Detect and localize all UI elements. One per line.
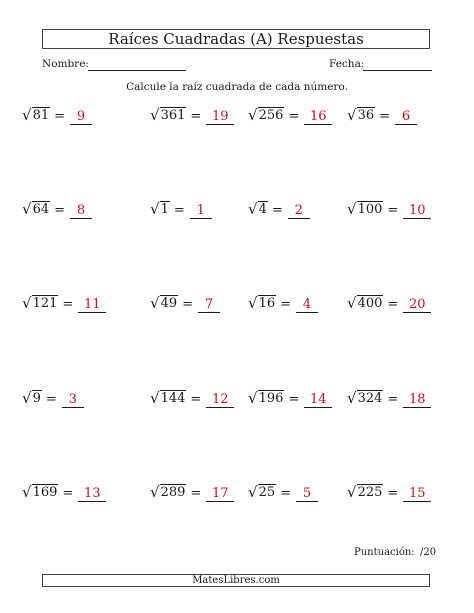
- radical-sign: √: [347, 106, 357, 124]
- equals-sign: =: [280, 297, 292, 312]
- radicand: 4: [258, 202, 267, 217]
- radicand: 225: [357, 485, 383, 500]
- equals-sign: =: [190, 109, 202, 124]
- radical-sign: √: [347, 294, 357, 312]
- answer: 20: [403, 297, 431, 313]
- instructions: Calcule la raíz cuadrada de cada número.: [126, 81, 348, 93]
- answer: 4: [296, 297, 318, 313]
- square-root-expression: [347, 389, 383, 406]
- problem: [150, 106, 234, 125]
- square-root-expression: [150, 389, 186, 406]
- radical-sign: √: [347, 483, 357, 501]
- equals-sign: =: [173, 203, 185, 218]
- answer: 10: [403, 203, 431, 219]
- worksheet-title: Raíces Cuadradas (A) Respuestas: [42, 29, 430, 49]
- radicand: 64: [32, 202, 50, 217]
- equals-sign: =: [387, 486, 399, 501]
- answer: 6: [395, 109, 417, 125]
- radical-sign: √: [248, 294, 258, 312]
- answer: 16: [304, 109, 332, 125]
- equals-sign: =: [45, 392, 57, 407]
- radicand: 100: [357, 202, 383, 217]
- radical-sign: √: [22, 389, 32, 407]
- square-root-expression: [347, 106, 375, 123]
- problem: [248, 483, 318, 502]
- equals-sign: =: [379, 109, 391, 124]
- problem: [248, 106, 332, 125]
- square-root-expression: [150, 106, 186, 123]
- problem: [150, 389, 234, 408]
- score-label: Puntuación:: [354, 547, 415, 558]
- equals-sign: =: [387, 203, 399, 218]
- equals-sign: =: [387, 297, 399, 312]
- date-label: Fecha:: [329, 58, 365, 70]
- answer: 17: [206, 486, 234, 502]
- radical-sign: √: [347, 389, 357, 407]
- problem: [22, 106, 92, 125]
- radical-sign: √: [248, 106, 258, 124]
- answer: 5: [296, 486, 318, 502]
- answer: 7: [198, 297, 220, 313]
- equals-sign: =: [182, 297, 194, 312]
- equals-sign: =: [62, 297, 74, 312]
- radicand: 9: [32, 391, 41, 406]
- radicand: 196: [258, 391, 284, 406]
- radicand: 121: [32, 296, 58, 311]
- radicand: 16: [258, 296, 276, 311]
- square-root-expression: [22, 294, 58, 311]
- radical-sign: √: [150, 294, 160, 312]
- radical-sign: √: [22, 294, 32, 312]
- radical-sign: √: [347, 200, 357, 218]
- radicand: 1: [160, 202, 169, 217]
- problem: [150, 483, 234, 502]
- equals-sign: =: [190, 392, 202, 407]
- problem: [22, 483, 106, 502]
- equals-sign: =: [387, 392, 399, 407]
- equals-sign: =: [54, 203, 66, 218]
- radical-sign: √: [22, 200, 32, 218]
- square-root-expression: [22, 106, 50, 123]
- answer: 1: [190, 203, 212, 219]
- problem: [22, 389, 84, 408]
- answer: 13: [78, 486, 106, 502]
- name-line: [88, 70, 186, 71]
- radical-sign: √: [22, 106, 32, 124]
- problem: [347, 200, 431, 219]
- square-root-expression: [347, 200, 383, 217]
- radicand: 289: [160, 485, 186, 500]
- radicand: 25: [258, 485, 276, 500]
- answer: 15: [403, 486, 431, 502]
- answer: 3: [62, 392, 84, 408]
- square-root-expression: [248, 294, 276, 311]
- radicand: 256: [258, 108, 284, 123]
- square-root-expression: [248, 200, 268, 217]
- square-root-expression: [248, 483, 276, 500]
- square-root-expression: [347, 294, 383, 311]
- date-line: [363, 70, 432, 71]
- problem: [248, 200, 310, 219]
- radical-sign: √: [150, 389, 160, 407]
- score-total: /20: [420, 547, 437, 558]
- radicand: 49: [160, 296, 178, 311]
- square-root-expression: [150, 483, 186, 500]
- radical-sign: √: [248, 483, 258, 501]
- equals-sign: =: [288, 109, 300, 124]
- radicand: 144: [160, 391, 186, 406]
- name-label: Nombre:: [42, 58, 89, 70]
- answer: 14: [304, 392, 332, 408]
- radicand: 36: [357, 108, 375, 123]
- problem: [347, 106, 417, 125]
- square-root-expression: [347, 483, 383, 500]
- radicand: 361: [160, 108, 186, 123]
- footer: MatesLibres.com: [42, 574, 430, 587]
- square-root-expression: [150, 200, 170, 217]
- radicand: 400: [357, 296, 383, 311]
- equals-sign: =: [190, 486, 202, 501]
- radical-sign: √: [248, 200, 258, 218]
- problem: [22, 294, 106, 313]
- square-root-expression: [22, 483, 58, 500]
- square-root-expression: [150, 294, 178, 311]
- radicand: 169: [32, 485, 58, 500]
- answer: 18: [403, 392, 431, 408]
- problem: [248, 389, 332, 408]
- radicand: 324: [357, 391, 383, 406]
- radicand: 81: [32, 108, 50, 123]
- problem: [150, 200, 212, 219]
- problem: [150, 294, 220, 313]
- radical-sign: √: [248, 389, 258, 407]
- problem: [347, 389, 431, 408]
- problem: [347, 483, 431, 502]
- radical-sign: √: [150, 200, 160, 218]
- equals-sign: =: [62, 486, 74, 501]
- answer: 2: [288, 203, 310, 219]
- problem: [248, 294, 318, 313]
- problem: [22, 200, 92, 219]
- answer: 19: [206, 109, 234, 125]
- radical-sign: √: [22, 483, 32, 501]
- radical-sign: √: [150, 106, 160, 124]
- problem: [347, 294, 431, 313]
- answer: 12: [206, 392, 234, 408]
- equals-sign: =: [271, 203, 283, 218]
- square-root-expression: [22, 389, 42, 406]
- radical-sign: √: [150, 483, 160, 501]
- answer: 9: [70, 109, 92, 125]
- equals-sign: =: [288, 392, 300, 407]
- answer: 11: [78, 297, 106, 313]
- answer: 8: [70, 203, 92, 219]
- equals-sign: =: [54, 109, 66, 124]
- square-root-expression: [248, 106, 284, 123]
- equals-sign: =: [280, 486, 292, 501]
- square-root-expression: [248, 389, 284, 406]
- square-root-expression: [22, 200, 50, 217]
